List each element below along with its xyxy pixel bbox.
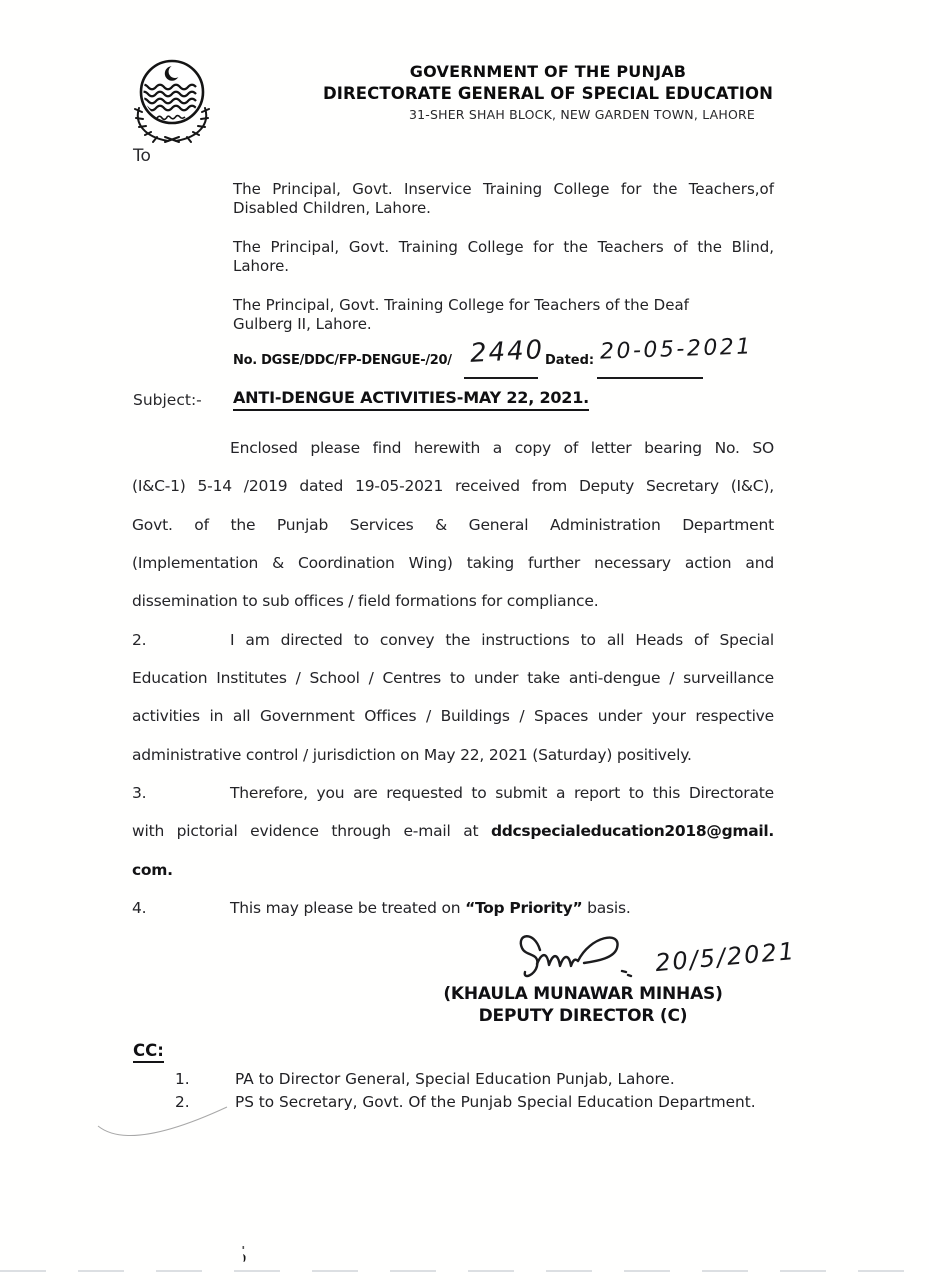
paragraph-number: 4. — [132, 899, 147, 918]
cc-item-number: 2. — [175, 1093, 190, 1112]
addressee-line: Disabled Children, Lahore. — [233, 199, 431, 218]
body-line — [132, 697, 774, 735]
body-text-segment: Education Institutes / School / Centres to under take anti-dengue / surveillance — [132, 669, 774, 688]
dated-label: Dated: — [545, 353, 595, 368]
cc-item-text: PS to Secretary, Govt. Of the Punjab Special Education Department. — [235, 1093, 756, 1112]
addressee — [233, 296, 774, 335]
dated-underline — [597, 377, 703, 379]
body-text-segment: administrative control / jurisdiction on May 22, 2021 (Saturday) positively. — [132, 745, 692, 764]
subject-label: Subject:- — [133, 391, 202, 409]
body-text-segment: ddcspecialeducation2018@gmail. — [490, 822, 774, 841]
body-line — [132, 812, 774, 850]
body-line — [132, 659, 774, 697]
paragraph-number: 3. — [132, 784, 147, 803]
body-text-segment: (Implementation & Coordination Wing) taking further necessary action and — [132, 554, 774, 573]
scan-bottom-edge-artifact — [0, 1270, 929, 1272]
ink-speck-artifact — [239, 1245, 249, 1265]
body-line — [132, 582, 774, 620]
letterhead — [258, 62, 838, 122]
scan-arc-artifact — [85, 1104, 235, 1150]
body-text-segment: basis. — [582, 899, 631, 918]
body-line — [132, 889, 774, 927]
org-address-line: 31-SHER SHAH BLOCK, NEW GARDEN TOWN, LAHORE — [408, 107, 756, 122]
body-line — [132, 506, 774, 544]
body-text-segment: with pictorial evidence through e-mail at — [132, 822, 491, 841]
body-text-segment: dissemination to sub offices / field formations for compliance. — [132, 592, 599, 611]
body-line — [132, 467, 774, 505]
punjab-government-crest-logo — [126, 50, 218, 146]
org-name-line1: GOVERNMENT OF THE PUNJAB — [409, 62, 687, 81]
body-line — [132, 851, 774, 889]
reference-number-label: No. DGSE/DDC/FP-DENGUE-/20/ — [233, 353, 452, 368]
addressee-line: The Principal, Govt. Training College for the Teachers of the Blind, — [233, 237, 774, 256]
body-text-segment: Therefore, you are requested to submit a report to this Directorate — [230, 784, 774, 803]
cc-item-number: 1. — [175, 1070, 190, 1088]
body-text-segment: activities in all Government Offices / Buildings / Spaces under your respective — [132, 707, 774, 726]
body-text-segment: Govt. of the Punjab Services & General Administration Department — [132, 515, 774, 534]
body-text-segment: I am directed to convey the instructions to all Heads of Special — [230, 630, 774, 649]
letter-body — [132, 429, 774, 927]
body-text-segment: (I&C-1) 5-14 /2019 dated 19-05-2021 received from Deputy Secretary (I&C), — [132, 477, 774, 496]
addressee-line: Lahore. — [233, 257, 290, 276]
cc-item — [132, 1068, 792, 1091]
body-line — [132, 736, 774, 774]
body-line — [132, 544, 774, 582]
dated-handwritten: 20-05-2021 — [599, 334, 754, 365]
subject-title: ANTI-DENGUE ACTIVITIES-MAY 22, 2021. — [233, 388, 589, 411]
body-text-segment: This may please be treated on — [230, 899, 466, 918]
body-line — [132, 621, 774, 659]
addressee-line: Gulberg II, Lahore. — [233, 315, 372, 334]
addressee-line: The Principal, Govt. Inservice Training College for the Teachers,of — [233, 180, 774, 198]
body-line — [132, 774, 774, 812]
addressee — [233, 180, 774, 219]
signatory-title: DEPUTY DIRECTOR (C) — [478, 1005, 688, 1026]
addressee-list — [233, 180, 774, 353]
paragraph-number: 2. — [132, 630, 147, 649]
reference-number-underline — [464, 377, 538, 379]
addressee-line: The Principal, Govt. Training College for Teachers of the Deaf — [233, 295, 689, 314]
addressee — [233, 238, 774, 277]
cc-label: CC: — [133, 1041, 164, 1063]
signatory-block — [433, 984, 733, 1027]
body-text-segment: “Top Priority” — [465, 899, 583, 918]
cc-item-text: PA to Director General, Special Education Punjab, Lahore. — [235, 1070, 675, 1088]
signature-scrawl — [510, 924, 670, 990]
reference-number-handwritten: 2440 — [469, 335, 545, 369]
signature-date-handwritten: 20/5/2021 — [654, 936, 798, 978]
body-text-segment: Enclosed please find herewith a copy of letter bearing No. SO — [230, 439, 774, 457]
salutation: To — [133, 146, 151, 166]
org-name-line2: DIRECTORATE GENERAL OF SPECIAL EDUCATION — [322, 84, 774, 103]
body-line — [132, 429, 774, 467]
signatory-name: (KHAULA MUNAWAR MINHAS) — [443, 984, 723, 1004]
body-text-segment: com. — [132, 860, 173, 879]
